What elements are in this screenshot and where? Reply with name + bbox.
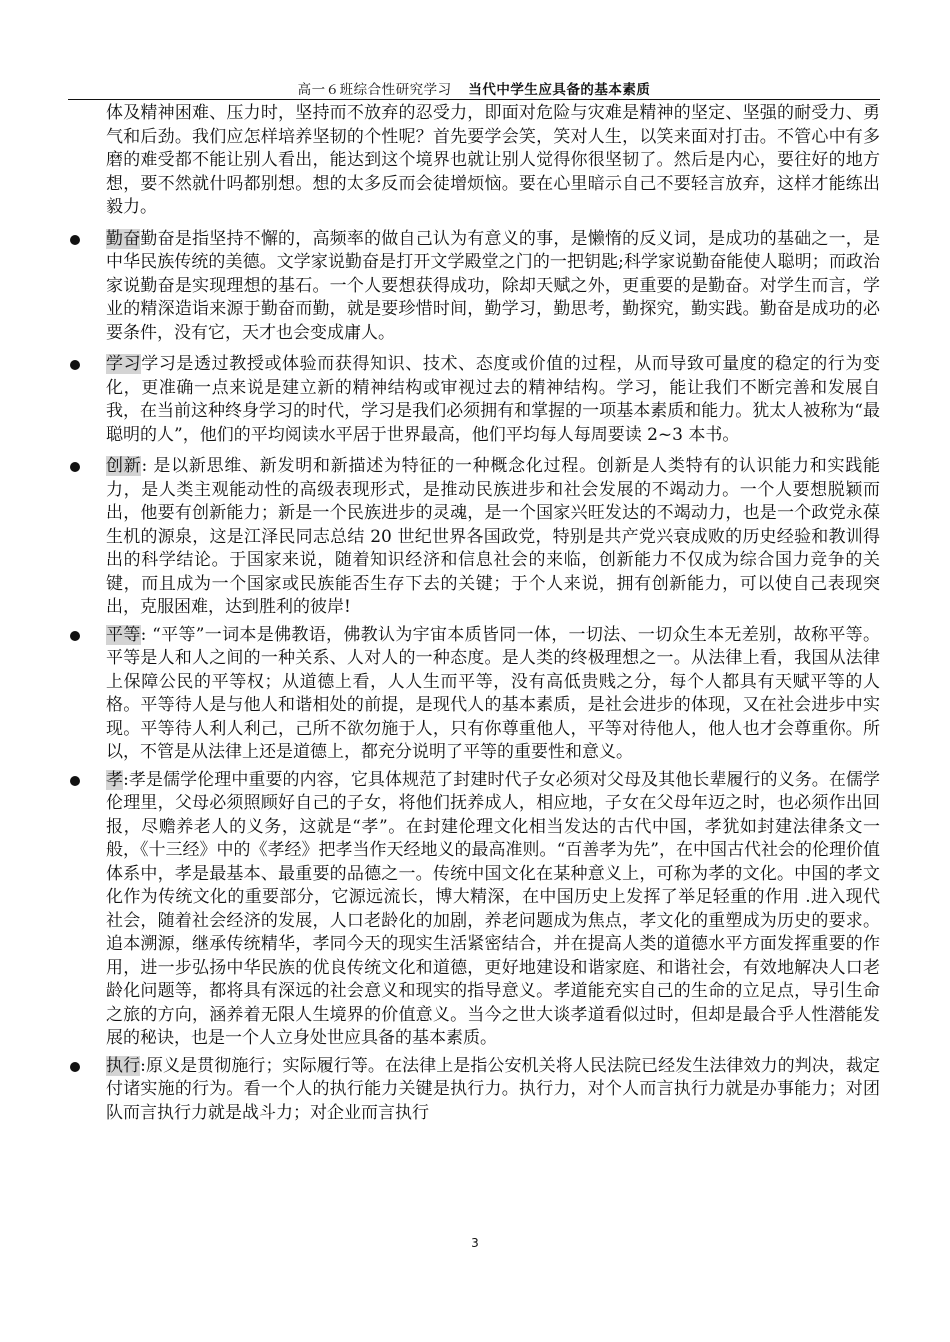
item-text: 学习是透过教授或体验而获得知识、技术、态度或价值的过程，从而导致可量度的稳定的行为变化，更准确一点来说是建立新的精神结构或审视过去的精神结构。学习，能让我们不断完善和发展自我，在当前这种终身学习的时代，学习是我们必须拥有和掌握的一项基本素质和能力。犹太人被称为“最聪明的人”，他们的平均阅读水平居于世界最高，他们平均每人每周要读 2~3 本书。 <box>106 354 881 445</box>
bullet-icon <box>70 462 80 472</box>
bullet-icon <box>70 1062 80 1072</box>
header-rule <box>68 99 880 100</box>
term-highlight: 孝 <box>106 769 124 790</box>
item-text: :孝是儒学伦理中重要的内容，它具体规范了封建时代子女必须对父母及其他长辈履行的义务。在儒学伦理里，父母必须照顾好自己的子女，将他们抚养成人，相应地，子女在父母年迈之时，也必须作出回报，尽赡养老人的义务，这就是“孝”。在封建伦理文化相当发达的古代中国，孝犹如封建法律条文一般，《十三经》中的《孝经》把孝当作天经地义的最高准则。“百善孝为先”，在中国古代社会的伦理价值体系中，孝是最基本、最重要的品德之一。传统中国文化在某种意义上，可称为孝的文化。中国的孝文化作为传统文化的重要部分，它源远流长，博大精深，在中国历史上发挥了举足轻重的作用 .进入现代社会，随着社会经济的发展，人口老龄化的加剧，养老问题成为焦点，孝文化的重塑成为历史的要求。追本溯源，继承传统精华，孝同今天的现实生活紧密结合，并在提高人类的道德水平方面发挥重要的作用，进一步弘扬中华民族的优良传统文化和道德，更好地建设和谐家庭、和谐社会，有效地解决人口老龄化问题等，都将具有深远的社会意义和现实的指导意义。孝道能充实自己的生命的立足点，导引生命之旅的方向，涵养着无限人生境界的价值意义。当今之世大谈孝道看似过时，但却是最合乎人性潜能发展的秘诀，也是一个人立身处世应具备的基本素质。 <box>106 769 880 1048</box>
item-text: 勤奋是指坚持不懈的，高频率的做自己认为有意义的事，是懒惰的反义词，是成功的基础之一，是中华民族传统的美德。文学家说勤奋是打开文学殿堂之门的一把钥匙;科学家说勤奋能使人聪明；而政治家说勤奋是实现理想的基石。一个人要想获得成功，除却天赋之外，更重要的是勤奋。对学生而言，学业的精深造诣来源于勤奋而勤，就是要珍惜时间，勤学习，勤思考，勤探究，勤实践。勤奋是成功的必要条件，没有它，天才也会变成庸人。 <box>106 228 881 343</box>
document-body <box>68 102 880 1125</box>
term-highlight: 创新 <box>106 456 142 476</box>
bullet-icon <box>70 776 80 786</box>
list-item-diligence <box>68 228 880 346</box>
list-item-equality <box>68 624 880 765</box>
header-class-label: 高一６班综合性研究学习 <box>297 82 452 98</box>
bullet-icon <box>70 235 80 245</box>
item-text: :原义是贯彻施行；实际履行等。在法律上是指公安机关将人民法院已经发生法律效力的判决，裁定付诸实施的行为。看一个人的执行能力关键是执行力。执行力，对个人而言执行力就是办事能力；对团队而言执行力就是战斗力；对企业而言执行 <box>106 1055 881 1123</box>
list-item-filial-piety <box>68 769 880 1051</box>
page-number: 3 <box>471 1236 479 1250</box>
term-highlight: 执行 <box>106 1055 141 1076</box>
header-document-title: 当代中学生应具备的基本素质 <box>468 82 651 98</box>
term-highlight: 平等 <box>106 624 141 645</box>
term-highlight: 学习 <box>106 354 142 374</box>
list-item-learning <box>68 353 880 447</box>
list-item-innovation <box>68 455 880 620</box>
page-header <box>68 78 880 98</box>
item-text: : 是以新思维、新发明和新描述为特征的一种概念化过程。创新是人类特有的认识能力和实践能力，是人类主观能动性的高级表现形式，是推动民族进步和社会发展的不竭动力。一个人要想脱颖而出，他要有创新能力；新是一个民族进步的灵魂，是一个国家兴旺发达的不竭动力，也是一个政党永葆生机的源泉，这是江泽民同志总结 20 世纪世界各国政党，特别是共产党兴衰成败的历史经验和教训得出的科学结论。于国家来说，随着知识经济和信息社会的来临，创新能力不仅成为综合国力竞争的关键，而且成为一个国家或民族能否生存下去的关键；于个人来说，拥有创新能力，可以使自己表现突出，克服困难，达到胜利的彼岸! <box>106 456 880 617</box>
list-item-execution <box>68 1055 880 1126</box>
bullet-icon <box>70 360 80 370</box>
intro-paragraph: 体及精神困难、压力时，坚持而不放弃的忍受力，即面对危险与灾难是精神的坚定、坚强的耐受力、勇气和后劲。我们应怎样培养坚韧的个性呢？首先要学会笑，笑对人生，以笑来面对打击。不管心中有多磨的难受都不能让别人看出，能达到这个境界也就让别人觉得你很坚韧了。然后是内心，要往好的地方想，要不然就什吗都别想。想的太多反而会徒增烦恼。要在心里暗示自己不要轻言放弃，这样才能练出毅力。 <box>106 103 880 217</box>
bullet-icon <box>70 631 80 641</box>
term-highlight: 勤奋 <box>106 228 141 249</box>
item-text: : “平等”一词本是佛教语，佛教认为宇宙本质皆同一体，一切法、一切众生本无差别，故称平等。平等是人和人之间的一种关系、人对人的一种态度。是人类的终极理想之一。从法律上看，我国从法律上保障公民的平等权；从道德上看，人人生而平等，没有高低贵贱之分，每个人都具有天赋平等的人格。平等待人是与他人和谐相处的前提，是现代人的基本素质，是社会进步的体现，又在社会进步中实现。平等待人利人利己，己所不欲勿施于人，只有你尊重他人，平等对待他人，他人也才会尊重你。所以，不管是从法律上还是道德上，都充分说明了平等的重要性和意义。 <box>106 624 881 762</box>
